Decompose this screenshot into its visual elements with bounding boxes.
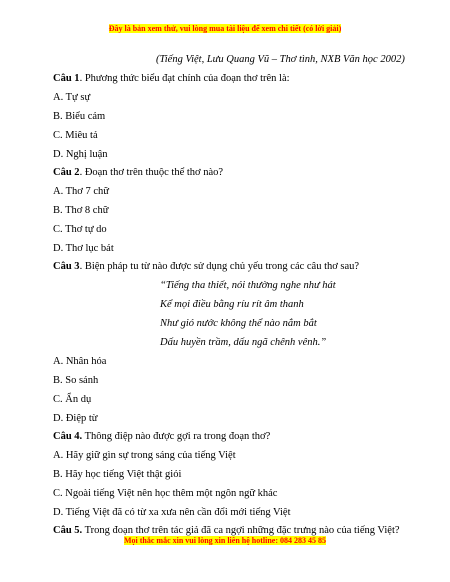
question-5 <box>53 525 400 536</box>
poem-line-2: Kể mọi điều bằng ríu rít âm thanh <box>160 299 304 310</box>
question-2-text: Đoạn thơ trên thuộc thể thơ nào? <box>84 167 224 178</box>
question-2-label: Câu 2 <box>53 167 80 178</box>
question-3-text: Biện pháp tu từ nào được sử dụng chủ yếu trong các câu thơ sau? <box>84 261 360 272</box>
question-5-label: Câu 5. <box>53 525 83 536</box>
question-3: Câu 3. Biện pháp tu từ nào được sử dụng chủ yếu trong các câu thơ sau? <box>53 261 360 272</box>
preview-notice-text: Đây là bản xem thử, vui lòng mua tài liệu để xem chi tiết (có lời giải) <box>108 24 342 33</box>
question-1-option-c: C. Miêu tả <box>53 130 98 141</box>
question-3-option-a: A. Nhân hóa <box>53 356 107 367</box>
question-2-option-b: B. Thơ 8 chữ <box>53 205 109 216</box>
poem-source-citation: (Tiếng Việt, Lưu Quang Vũ – Thơ tình, NXB Văn học 2002) <box>156 54 405 65</box>
hotline-notice-text: Mọi thắc mắc xin vui lòng xin liên hệ hotline: 084 283 45 85 <box>123 536 326 545</box>
question-2: Câu 2. Đoạn thơ trên thuộc thể thơ nào? <box>53 167 224 178</box>
question-5-text: Trong đoạn thơ trên tác giả đã ca ngợi những đặc trưng nào của tiếng Việt? <box>84 525 400 536</box>
question-1-label: Câu 1 <box>53 73 80 84</box>
question-4-option-d: D. Tiếng Việt đã có từ xa xưa nên cần đổi mới tiếng Việt <box>53 507 291 518</box>
question-1-option-a: A. Tự sự <box>53 92 91 103</box>
poem-line-4: Dấu huyền trầm, dấu ngã chênh vênh.” <box>160 337 327 348</box>
question-1: Câu 1. Phương thức biểu đạt chính của đoạn thơ trên là: <box>53 73 290 84</box>
question-1-option-d: D. Nghị luận <box>53 149 108 160</box>
question-1-option-b: B. Biểu cảm <box>53 111 106 122</box>
question-3-option-c: C. Ẩn dụ <box>53 394 92 405</box>
question-4 <box>53 431 270 442</box>
question-4-label: Câu 4. <box>53 431 83 442</box>
poem-line-3: Như gió nước không thể nào nắm bắt <box>160 318 317 329</box>
poem-line-1: “Tiếng tha thiết, nói thường nghe như hát <box>160 280 336 291</box>
hotline-notice-banner <box>0 536 450 545</box>
preview-notice-banner <box>0 24 450 33</box>
question-4-option-b: B. Hãy học tiếng Việt thật giỏi <box>53 469 182 480</box>
question-3-option-d: D. Điệp từ <box>53 413 98 424</box>
question-3-label: Câu 3 <box>53 261 80 272</box>
question-3-option-b: B. So sánh <box>53 375 99 386</box>
question-4-text: Thông điệp nào được gợi ra trong đoạn thơ? <box>84 431 271 442</box>
question-2-option-a: A. Thơ 7 chữ <box>53 186 109 197</box>
question-4-option-c: C. Ngoài tiếng Việt nên học thêm một ngôn ngữ khác <box>53 488 278 499</box>
question-2-option-d: D. Thơ lục bát <box>53 243 114 254</box>
question-4-option-a: A. Hãy giữ gìn sự trong sáng của tiếng Việt <box>53 450 236 461</box>
question-2-option-c: C. Thơ tự do <box>53 224 107 235</box>
question-1-text: Phương thức biểu đạt chính của đoạn thơ trên là: <box>84 73 290 84</box>
